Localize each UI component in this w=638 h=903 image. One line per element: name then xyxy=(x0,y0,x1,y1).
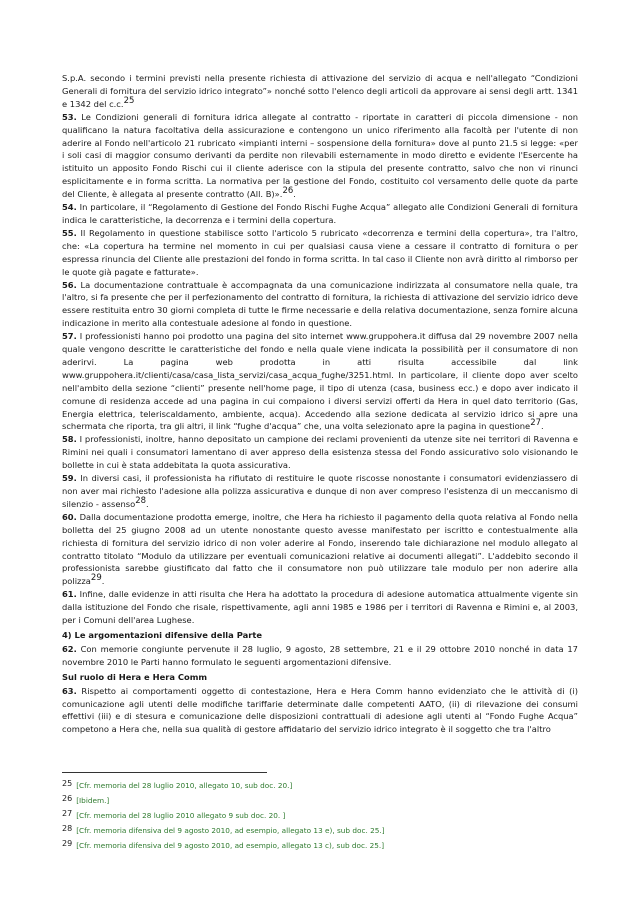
footnotes xyxy=(62,772,578,852)
paragraph-number: 60. xyxy=(62,511,77,522)
section-heading-hera: Sul ruolo di Hera e Hera Comm xyxy=(62,671,208,682)
paragraph-text: Le Condizioni generali di fornitura idrica allegate al contratto - riportate in caratteri di piccola dimensione - non qualificano la natura facoltativa della assicurazione e contengono un unico riferimento alla facoltà per l'utente di non aderire al Fondo nell'articolo 21 rubricato «impianti interni – sospensione della fornitura» dove al punto 21.5 si legge: «per i soli casi di maggior consumo derivanti da perdite non rilevabili esternamente in modo diretto e evidente l'Esercente ha istituito un apposito Fondo Rischi cui il cliente aderisce con la stipula del presente contratto, salvo che non vi rinunci esplicitamente e in forma scritta. La normativa per la gestione del Fondo, costituito col versamento delle quote da parte del Cliente, è allegata al presente contratto (All. B)». xyxy=(62,111,578,200)
footnote-item xyxy=(62,822,578,837)
document-body xyxy=(62,72,578,736)
footnote-text[interactable]: [Cfr. memoria difensiva del 9 agosto 2010, ad esempio, allegato 13 e), sub doc. 25.] xyxy=(76,826,385,835)
footnote-number: 25 xyxy=(62,779,73,788)
footnote-ref[interactable]: 27 xyxy=(530,418,542,429)
footnote-number: 28 xyxy=(62,824,73,833)
footnote-text[interactable]: [Ibidem.] xyxy=(76,796,110,805)
paragraph-53: 53. Le Condizioni generali di fornitura idrica allegate al contratto - riportate in caratteri di piccola dimensione - non qualificano la natura facoltativa della assicurazione e contengono un unico riferimento alla facoltà per l'utente di non aderire al Fondo nell'articolo 21 rubricato «impianti interni – sospensione della fornitura» dove al punto 21.5 si legge: «per i soli casi di maggior consumo derivanti da perdite non rilevabili esternamente in modo diretto e evidente l'Esercente ha istituito un apposito Fondo Rischi cui il cliente aderisce con la stipula del presente contratto, salvo che non vi rinunci esplicitamente e in forma scritta. La normativa per la gestione del Fondo, costituito col versamento delle quote da parte del Cliente, è allegata al presente contratto (All. B)».$^{26}$. xyxy=(62,111,578,200)
paragraph-number: 63. xyxy=(62,685,77,696)
footnote-item xyxy=(62,792,578,807)
paragraph-text: Infine, dalle evidenze in atti risulta che Hera ha adottato la procedura di adesione automatica attualmente vigente sin dalla istituzione del Fondo che risale, rispettivamente, agli anni 1985 e 1986 per i territori di Ravenna e Rimini e, al 2003, per i Comuni dell'area Lughese. xyxy=(62,589,578,626)
paragraph-number: 58. xyxy=(62,434,77,445)
paragraph-number: 57. xyxy=(62,331,77,342)
footnote-list xyxy=(62,777,578,852)
footnote-item xyxy=(62,777,578,792)
paragraph-text: Il Regolamento in questione stabilisce sotto l'articolo 5 rubricato «decorrenza e termini della copertura», tra l'altro, che: «La copertura ha termine nel momento in cui per qualsiasi causa viene a cessare il contratto di fornitura o per espressa rinuncia del Cliente alle prestazioni del fondo in forma scritta. In tal caso il Cliente non avrà diritto al rimborso per le quote già pagate e fatturate». xyxy=(62,227,578,277)
paragraph-number: 54. xyxy=(62,202,77,213)
footnote-text[interactable]: [Cfr. memoria del 28 luglio 2010 allegato 9 sub doc. 20. ] xyxy=(76,811,286,820)
paragraph-text: Rispetto ai comportamenti oggetto di contestazione, Hera e Hera Comm hanno evidenziato che le attività di (i) comunicazione agli utenti delle modifiche tariffarie determinate dalle competenti AATO, (ii) di rilevazione dei consumi effettivi (iii) e di stesura e comunicazione delle disposizioni contrattuali di adesione agli utenti al “Fondo Fughe Acqua” competono a Hera che, nella sua qualità di gestore affidatario del servizio idrico integrato è il soggetto che tra l'altro xyxy=(62,685,578,735)
paragraph-56 xyxy=(62,279,578,331)
paragraph-61 xyxy=(62,588,578,627)
paragraph-number: 62. xyxy=(62,643,77,654)
footnote-text[interactable]: [Cfr. memoria difensiva del 9 agosto 2010, ad esempio, allegato 13 c), sub doc. 25.] xyxy=(76,841,385,850)
footnote-ref[interactable]: 29 xyxy=(90,573,102,584)
footnote-number: 27 xyxy=(62,809,73,818)
paragraph-text: I professionisti hanno poi prodotto una pagina del sito internet www.gruppohera.it diffusa dal 29 novembre 2007 nella quale vengono descritte le caratteristiche del fondo e nella quale viene indicata la possibilità per il consumatore di non aderirvi. La pagina web prodotta in atti risulta accessibile dal link www.gruppohera.it/clienti/casa/casa_lista_servizi/casa_acqua_fughe/3251.html. In particolare, il cliente dopo aver scelto nell'ambito della sezione “clienti” presente nell'home page, il tipo di utenza (casa, business ecc.) e dopo aver indicato il comune di residenza accede ad una pagina in cui compaiono i diversi servizi offerti da Hera in quel dato territorio (Gas, Energia elettrica, teleriscaldamento, ambiente, acqua). Accedendo alla sezione dedicata al servizio idrico si apre una schermata che riporta, tra gli altri, il link “fughe d'acqua” che, una volta selezionato apre la pagina in questione xyxy=(62,331,578,432)
paragraph-54 xyxy=(62,201,578,227)
footnote-number: 29 xyxy=(62,839,73,848)
paragraph-text: I professionisti, inoltre, hanno depositato un campione dei reclami provenienti da utenze site nei territori di Ravenna e Rimini nei quali i consumatori lamentano di aver appreso della esistenza stessa del Fondo assicurativo solo visionando le bollette in cui è stata addebitata la quota assicurativa. xyxy=(62,434,578,471)
footnote-separator xyxy=(62,772,267,773)
paragraph-text: La documentazione contrattuale è accompagnata da una comunicazione indirizzata al consumatore nella quale, tra l'altro, si fa presente che per il perfezionamento del contratto di fornitura, la richiesta di attivazione del servizio idrico deve essere restituita entro 30 giorni completa di tutte le firme necessarie e della relativa documentazione, senza fornire alcuna indicazione in merito alla contestuale adesione al fondo in questione. xyxy=(62,279,578,329)
paragraph-55 xyxy=(62,227,578,279)
paragraph-58 xyxy=(62,433,578,472)
paragraph-number: 61. xyxy=(62,589,77,600)
paragraph-list xyxy=(62,111,578,627)
paragraph-60: 60. Dalla documentazione prodotta emerge, inoltre, che Hera ha richiesto il pagamento della quota relativa al Fondo nella bolletta del 25 giugno 2008 ad un utente nonostante questo avesse manifestato per iscritto e contestualmente alla richiesta di fornitura del servizio idrico di non voler aderire al Fondo, inserendo tale dichiarazione nel modulo allegato al contratto titolato “Modulo da utilizzare per eventuali comunicazioni relative ai documenti allegati”. L'addebito secondo il professionista sarebbe giustificato dal fatto che il consumatore non può utilizzare tale modulo per non aderire alla polizza$^{29}$. xyxy=(62,511,578,587)
paragraph-text: Dalla documentazione prodotta emerge, inoltre, che Hera ha richiesto il pagamento della quota relativa al Fondo nella bolletta del 25 giugno 2008 ad un utente nonostante questo avesse manifestato per iscritto e contestualmente alla richiesta di fornitura del servizio idrico di non voler aderire al Fondo, inserendo tale dichiarazione nel modulo allegato al contratto titolato “Modulo da utilizzare per eventuali comunicazioni relative ai documenti allegati”. L'addebito secondo il professionista sarebbe giustificato dal fatto che il consumatore non può utilizzare tale modulo per non aderire alla polizza xyxy=(62,511,578,587)
paragraph-57: 57. I professionisti hanno poi prodotto una pagina del sito internet www.gruppohera.it diffusa dal 29 novembre 2007 nella quale vengono descritte le caratteristiche del fondo e nella quale viene indicata la possibilità per il consumatore di non aderirvi. La pagina web prodotta in atti risulta accessibile dal link www.gruppohera.it/clienti/casa/casa_lista_servizi/casa_acqua_fughe/3251.html. In particolare, il cliente dopo aver scelto nell'ambito della sezione “clienti” presente nell'home page, il tipo di utenza (casa, business ecc.) e dopo aver indicato il comune di residenza accede ad una pagina in cui compaiono i diversi servizi offerti da Hera in quel dato territorio (Gas, Energia elettrica, teleriscaldamento, ambiente, acqua). Accedendo alla sezione dedicata al servizio idrico si apre una schermata che riporta, tra gli altri, il link “fughe d'acqua” che, una volta selezionato apre la pagina in questione$^{27}$. xyxy=(62,331,578,432)
footnote-item xyxy=(62,837,578,852)
paragraph-59: 59. In diversi casi, il professionista ha rifiutato di restituire le quote riscosse nonostante i consumatori evidenziassero di non aver mai richiesto l'adesione alla polizza assicurativa e dunque di non aver compreso l'esistenza di un meccanismo di silenzio - assenso$^{28}$. xyxy=(62,473,578,509)
footnote-ref[interactable]: 28 xyxy=(135,495,147,506)
paragraph-text: S.p.A. secondo i termini previsti nella presente richiesta di attivazione del servizio di acqua e nell'allegato “Condizioni Generali di fornitura del servizio idrico integrato”» nonché sotto l'elenco degli articoli da approvare ai sensi degli artt. 1341 e 1342 del c.c. xyxy=(62,73,578,109)
footnote-ref[interactable]: 26 xyxy=(282,186,294,197)
paragraph-text: In particolare, il “Regolamento di Gestione del Fondo Rischi Fughe Acqua” allegato alle Condizioni Generali di fornitura indica le caratteristiche, la decorrenza e i termini della copertura. xyxy=(62,202,578,225)
footnote-text[interactable]: [Cfr. memoria del 28 luglio 2010, allegato 10, sub doc. 20.] xyxy=(76,781,293,790)
paragraph-63 xyxy=(62,685,578,737)
paragraph-intro xyxy=(62,72,578,111)
paragraph-number: 53. xyxy=(62,111,77,122)
footnote-item xyxy=(62,807,578,822)
paragraph-number: 59. xyxy=(62,473,77,484)
paragraph-number: 56. xyxy=(62,279,77,290)
paragraph-62 xyxy=(62,643,578,669)
paragraph-text: Con memorie congiunte pervenute il 28 luglio, 9 agosto, 28 settembre, 21 e il 29 ottobre 2010 nonché in data 17 novembre 2010 le Parti hanno formulato le seguenti argomentazioni difensive. xyxy=(62,643,578,667)
footnote-number: 26 xyxy=(62,794,73,803)
section-heading-argomentazioni: 4) Le argomentazioni difensive della Parte xyxy=(62,629,262,640)
footnote-ref[interactable]: 25 xyxy=(123,95,135,106)
paragraph-text: In diversi casi, il professionista ha rifiutato di restituire le quote riscosse nonostante i consumatori evidenziassero di non aver mai richiesto l'adesione alla polizza assicurativa e dunque di non aver compreso l'esistenza di un meccanismo di silenzio - assenso xyxy=(62,473,578,509)
paragraph-number: 55. xyxy=(62,227,77,238)
